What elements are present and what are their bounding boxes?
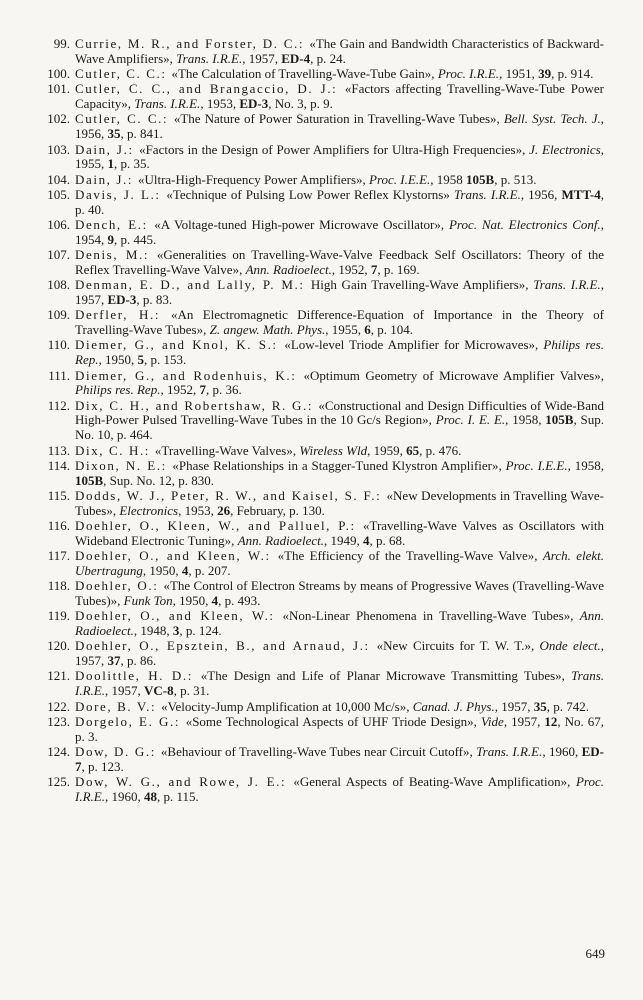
reference-segment: , 1959, — [367, 442, 407, 458]
reference-segment: , No. 67, p. 3. — [75, 713, 605, 744]
reference-number: 123. — [47, 713, 70, 729]
reference-entry — [38, 700, 604, 715]
reference-authors: Cutler, C. C., and Brangaccio, D. J.: — [75, 81, 345, 97]
reference-segment: , p. 68. — [369, 532, 406, 548]
reference-segment: «An Electromagnetic Difference-Equation of Importance in the Theory of Travelling-Wave Tubes», — [75, 307, 604, 338]
reference-text — [75, 669, 604, 699]
reference-segment: «The Gain and Bandwidth Characteristics of Backward-Wave Amplifiers», — [75, 36, 604, 66]
reference-entry — [38, 579, 604, 609]
reference-authors: Cutler, C. C.: — [75, 66, 172, 82]
journal-name: Z. angew. Math. Phys. — [209, 322, 326, 338]
reference-segment: «Ultra-High-Frequency Power Amplifiers», — [137, 171, 370, 187]
reference-number: 125. — [47, 774, 70, 790]
reference-authors: Currie, M. R., and Forster, D. C.: — [75, 36, 310, 51]
reference-entry — [38, 444, 604, 459]
volume-number: 7 — [199, 382, 206, 398]
volume-number: ED-3 — [107, 292, 137, 308]
reference-number: 105. — [47, 186, 70, 202]
reference-entry — [38, 82, 604, 112]
reference-number: 104. — [47, 171, 70, 187]
reference-authors: Cutler, C. C.: — [75, 111, 174, 127]
reference-text — [75, 609, 604, 639]
reference-segment: , p. 36. — [205, 382, 242, 398]
reference-segment: «Travelling-Wave Valves as Oscillators with Wideband Electronic Tuning», — [75, 518, 604, 548]
volume-number: 105B — [75, 472, 104, 488]
volume-number: 3 — [172, 623, 180, 639]
reference-text — [75, 248, 604, 278]
reference-entry — [38, 369, 604, 399]
reference-number: 110. — [47, 337, 70, 353]
reference-segment: , 1960, — [104, 788, 144, 804]
reference-segment: «Generalities on Travelling-Wave-Valve Feedback Self Oscillators: Theory of the Reflex Travelling-Wave Valve», — [75, 247, 604, 277]
journal-name: Proc. I.E.E. — [505, 457, 568, 473]
reference-segment: , 1954, — [75, 217, 604, 247]
reference-entry — [38, 775, 604, 805]
journal-name: Trans. I.R.E. — [476, 743, 543, 759]
journal-name: Onde elect. — [539, 638, 601, 654]
reference-segment: , p. 169. — [377, 261, 420, 277]
reference-number: 122. — [47, 698, 70, 714]
volume-number: 35 — [533, 698, 547, 714]
reference-text — [75, 444, 604, 459]
reference-segment: High Gain Travelling-Wave Amplifiers», — [310, 277, 534, 293]
reference-number: 109. — [47, 307, 70, 323]
reference-authors: Doehler, O., and Kleen, W.: — [75, 608, 283, 624]
reference-authors: Doehler, O., Epsztein, B., and Arnaud, J.: — [75, 638, 377, 654]
reference-entry — [38, 112, 604, 142]
reference-segment: , 1948, — [133, 623, 173, 639]
reference-number: 118. — [47, 578, 70, 594]
reference-segment: , 1958, — [567, 457, 605, 473]
volume-number: 105B — [466, 171, 495, 187]
reference-segment: , p. 31. — [173, 683, 210, 699]
reference-authors: Doehler, O., and Kleen, W.: — [75, 548, 278, 564]
reference-segment: «Technique of Pulsing Low Power Reflex Klystorns» — [166, 186, 454, 202]
reference-segment: , p. 513. — [494, 171, 537, 187]
reference-segment: «A Voltage-tuned High-power Microwave Oscillator», — [154, 217, 449, 233]
reference-number: 114. — [47, 457, 70, 473]
volume-number: 7 — [370, 261, 378, 277]
reference-entry — [38, 248, 604, 278]
journal-name: J. Electronics — [529, 141, 601, 157]
reference-text — [75, 188, 604, 218]
reference-segment: , 1950, — [98, 352, 138, 368]
reference-segment: , 1953, — [200, 96, 240, 112]
volume-number: 65 — [406, 442, 420, 458]
reference-segment: , p. 445. — [114, 231, 157, 247]
reference-segment: , 1950, — [172, 592, 212, 608]
reference-entry — [38, 489, 604, 519]
reference-segment: «Low-level Triode Amplifier for Microwaves», — [284, 337, 544, 353]
journal-name: Funk Ton — [123, 592, 173, 608]
reference-number: 103. — [47, 141, 70, 157]
reference-text — [75, 369, 604, 399]
journal-name: Trans. I.R.E. — [533, 277, 601, 293]
reference-text — [75, 459, 604, 489]
volume-number: 1 — [107, 156, 114, 172]
reference-segment: , February, p. 130. — [230, 502, 325, 518]
reference-authors: Denman, E. D., and Lally, P. M.: — [75, 277, 311, 293]
reference-segment: , 1952, — [160, 382, 200, 398]
reference-text — [75, 278, 604, 308]
reference-number: 112. — [47, 397, 70, 413]
volume-number: 26 — [217, 502, 231, 518]
reference-text — [75, 579, 604, 609]
reference-segment: , 1957, — [242, 50, 282, 66]
reference-text — [75, 37, 604, 67]
reference-number: 99. — [53, 36, 70, 51]
volume-number: VC-8 — [143, 683, 174, 699]
journal-name: Philips res. Rep. — [75, 382, 161, 398]
volume-number: 6 — [364, 322, 371, 338]
reference-number: 115. — [47, 487, 70, 503]
reference-text — [75, 700, 604, 715]
volume-number: ED-4 — [281, 50, 311, 66]
reference-segment: , 1955, — [325, 322, 365, 338]
journal-name: Trans. I.R.E. — [453, 186, 521, 202]
reference-segment: , 1960, — [542, 743, 582, 759]
reference-text — [75, 82, 604, 112]
reference-text — [75, 143, 604, 173]
reference-entry — [38, 745, 604, 775]
reference-segment: , 1951, — [499, 66, 539, 82]
reference-segment: «General Aspects of Beating-Wave Amplification», — [293, 774, 576, 790]
reference-segment: «Velocity-Jump Amplification at 10,000 Mc/s», — [161, 698, 413, 714]
volume-number: 37 — [107, 653, 121, 669]
reference-text — [75, 218, 604, 248]
reference-authors: Diemer, G., and Rodenhuis, K.: — [75, 367, 304, 383]
volume-number: 105B — [545, 412, 574, 428]
reference-authors: Dodds, W. J., Peter, R. W., and Kaisel, S. F.: — [75, 487, 387, 503]
reference-segment: , p. 476. — [419, 442, 462, 458]
journal-name: Ann. Radioelect. — [245, 261, 332, 277]
reference-segment: «Behaviour of Travelling-Wave Tubes near Circuit Cutoff», — [160, 743, 477, 759]
journal-name: Wireless Wld — [299, 442, 368, 458]
journal-name: Proc. Nat. Electronics Conf. — [448, 217, 601, 233]
reference-segment: , 1957, — [104, 683, 144, 699]
reference-text — [75, 399, 604, 443]
volume-number: 12 — [544, 713, 558, 729]
reference-entry — [38, 278, 604, 308]
reference-authors: Dix, C. H., and Robertshaw, R. G.: — [75, 397, 319, 413]
volume-number: 48 — [143, 788, 157, 804]
reference-segment: , p. 742. — [546, 698, 589, 714]
reference-entry — [38, 143, 604, 173]
reference-authors: Doolittle, H. D.: — [75, 668, 201, 684]
reference-segment: , p. 115. — [156, 788, 199, 804]
reference-segment: , 1957, — [494, 698, 534, 714]
journal-name: Electronics — [119, 502, 179, 518]
reference-number: 102. — [47, 111, 70, 127]
reference-segment: «Non-Linear Phenomena in Travelling-Wave Tubes», — [282, 608, 580, 624]
reference-text — [75, 745, 604, 775]
reference-number: 113. — [47, 442, 70, 458]
reference-authors: Dixon, N. E.: — [75, 457, 173, 473]
reference-segment: , 1953, — [178, 502, 218, 518]
reference-number: 111. — [48, 367, 70, 383]
reference-segment: «The Control of Electron Streams by means of Progressive Waves (Travelling-Wave Tubes)», — [75, 578, 604, 608]
reference-text — [75, 338, 604, 368]
reference-entry — [38, 639, 604, 669]
reference-authors: Dow, D. G.: — [75, 743, 161, 759]
volume-number: ED-3 — [239, 96, 269, 112]
reference-segment: , p. 24. — [310, 50, 346, 66]
reference-segment: , p. 207. — [188, 562, 231, 578]
reference-entry — [38, 459, 604, 489]
reference-segment: , 1957, — [75, 638, 604, 669]
reference-segment: , p. 493. — [218, 592, 261, 608]
reference-text — [75, 308, 604, 338]
reference-segment: , 1956, — [520, 186, 562, 202]
reference-entry — [38, 188, 604, 218]
reference-segment: , 1952, — [331, 261, 371, 277]
reference-authors: Dorgelo, E. G.: — [75, 713, 186, 729]
reference-segment: «The Calculation of Travelling-Wave-Tube Gain», — [171, 66, 438, 82]
reference-number: 106. — [47, 217, 70, 233]
reference-entry — [38, 308, 604, 338]
reference-entry — [38, 549, 604, 579]
reference-segment: , Sup. No. 10, p. 464. — [75, 412, 605, 443]
volume-number: 9 — [107, 231, 114, 247]
reference-number: 121. — [47, 668, 70, 684]
reference-segment: «New Circuits for T. W. T.», — [376, 638, 540, 654]
volume-number: 4 — [181, 562, 189, 578]
reference-segment: «Travelling-Wave Valves», — [154, 442, 300, 458]
reference-segment: , p. 83. — [136, 292, 173, 308]
reference-segment: «Factors affecting Travelling-Wave-Tube Power Capacity», — [75, 81, 604, 112]
reference-authors: Dore, B. V.: — [75, 698, 162, 714]
reference-entry — [38, 519, 604, 549]
reference-segment: , p. 104. — [370, 322, 414, 338]
volume-number: MTT-4 — [561, 186, 601, 202]
reference-authors: Dix, C. H.: — [75, 442, 155, 458]
journal-name: Proc. I.E.E. — [369, 171, 431, 187]
reference-segment: , 1958 — [430, 171, 467, 187]
journal-name: Proc. I.R.E. — [437, 66, 500, 82]
journal-name: Bell. Syst. Tech. J. — [503, 111, 601, 127]
reference-segment: , p. 40. — [75, 186, 604, 217]
reference-authors: Dain, J.: — [75, 141, 140, 157]
journal-name: Trans. I.R.E. — [134, 96, 201, 112]
reference-segment: «The Design and Life of Planar Microwave Transmitting Tubes», — [200, 668, 572, 684]
reference-text — [75, 639, 604, 669]
reference-list — [38, 37, 604, 805]
reference-segment: «Optimum Geometry of Microwave Amplifier Valves», — [303, 367, 604, 383]
journal-name: Vide — [480, 713, 504, 729]
journal-name: Trans. I.R.E. — [75, 668, 605, 699]
reference-number: 119. — [47, 608, 70, 624]
reference-text — [75, 775, 604, 805]
reference-segment: «Phase Relationships in a Stagger-Tuned Klystron Amplifier», — [172, 457, 506, 473]
reference-authors: Doehler, O., Kleen, W., and Palluel, P.: — [75, 518, 363, 533]
reference-text — [75, 715, 604, 745]
reference-segment: «New Developments in Travelling Wave-Tubes», — [75, 487, 605, 518]
reference-segment: , 1955, — [75, 141, 604, 172]
reference-number: 100. — [47, 66, 70, 82]
reference-authors: Doehler, O.: — [75, 578, 164, 594]
volume-number: 39 — [538, 66, 552, 82]
page-number: 649 — [585, 946, 605, 961]
reference-number: 117. — [47, 548, 70, 564]
reference-segment: , p. 153. — [143, 352, 187, 368]
reference-segment: , p. 86. — [120, 653, 157, 669]
reference-number: 107. — [47, 247, 70, 263]
volume-number: 5 — [137, 352, 144, 368]
reference-entry — [38, 173, 604, 188]
reference-entry — [38, 715, 604, 745]
reference-segment: , p. 124. — [179, 623, 222, 639]
volume-number: 4 — [211, 592, 219, 608]
reference-entry — [38, 67, 604, 82]
reference-segment: «Constructional and Design Difficulties of Wide-Band High-Power Pulsed Travelling-Wave Tubes in the 10 Gc/s Region», — [75, 397, 604, 428]
volume-number: ED-7 — [75, 743, 605, 774]
reference-segment: , 1958, — [505, 412, 546, 428]
journal-name: Proc. I. E. E. — [435, 412, 506, 428]
journal-name: Ann. Radioelect. — [237, 532, 324, 548]
reference-segment: , 1950, — [142, 562, 182, 578]
reference-entry — [38, 609, 604, 639]
journal-name: Proc. I.R.E. — [75, 774, 604, 804]
reference-text — [75, 489, 604, 519]
reference-segment: «The Nature of Power Saturation in Travelling-Wave Tubes», — [173, 111, 504, 127]
volume-number: 35 — [107, 126, 121, 142]
reference-segment: , Sup. No. 12, p. 830. — [103, 472, 215, 488]
reference-text — [75, 173, 604, 188]
reference-text — [75, 519, 604, 549]
reference-text — [75, 112, 604, 142]
reference-entry — [38, 338, 604, 368]
reference-segment: , p. 841. — [120, 126, 163, 142]
journal-name: Arch. elekt. Ubertragung — [75, 548, 604, 578]
reference-authors: Denis, M.: — [75, 247, 157, 263]
reference-segment: , 1956, — [75, 111, 604, 142]
reference-segment: «Factors in the Design of Power Amplifiers for Ultra-High Frequencies», — [139, 141, 530, 157]
reference-authors: Dain, J.: — [75, 171, 138, 187]
journal-name: Trans. I.R.E. — [176, 50, 243, 66]
reference-number: 116. — [47, 518, 70, 533]
reference-authors: Davis, J. L.: — [75, 186, 167, 202]
reference-authors: Derfler, H.: — [75, 307, 171, 323]
reference-number: 101. — [47, 81, 70, 97]
reference-number: 108. — [47, 277, 70, 293]
journal-name: Philips res. Rep. — [75, 337, 604, 368]
reference-authors: Dench, E.: — [75, 217, 155, 233]
reference-entry — [38, 37, 604, 67]
reference-text — [75, 549, 604, 579]
reference-segment: , 1957, — [503, 713, 545, 729]
reference-entry — [38, 669, 604, 699]
reference-segment: «Some Technological Aspects of UHF Triode Design», — [185, 713, 481, 729]
journal-name: Canad. J. Phys. — [412, 698, 495, 714]
reference-number: 120. — [47, 638, 70, 654]
reference-segment: , p. 123. — [81, 758, 124, 774]
reference-segment: , 1949, — [323, 532, 363, 548]
reference-segment: , p. 914. — [551, 66, 594, 82]
reference-entry — [38, 218, 604, 248]
reference-segment: , 1957, — [75, 277, 604, 308]
reference-segment: , p. 35. — [114, 156, 150, 172]
reference-authors: Dow, W. G., and Rowe, J. E.: — [75, 774, 294, 790]
reference-segment: , No. 3, p. 9. — [268, 96, 333, 112]
reference-text — [75, 67, 604, 82]
reference-entry — [38, 399, 604, 443]
volume-number: 4 — [362, 532, 370, 548]
reference-authors: Diemer, G., and Knol, K. S.: — [75, 337, 285, 353]
reference-number: 124. — [47, 743, 70, 759]
journal-name: Ann. Radioelect. — [75, 608, 604, 639]
reference-segment: «The Efficiency of the Travelling-Wave Valve», — [277, 548, 543, 564]
